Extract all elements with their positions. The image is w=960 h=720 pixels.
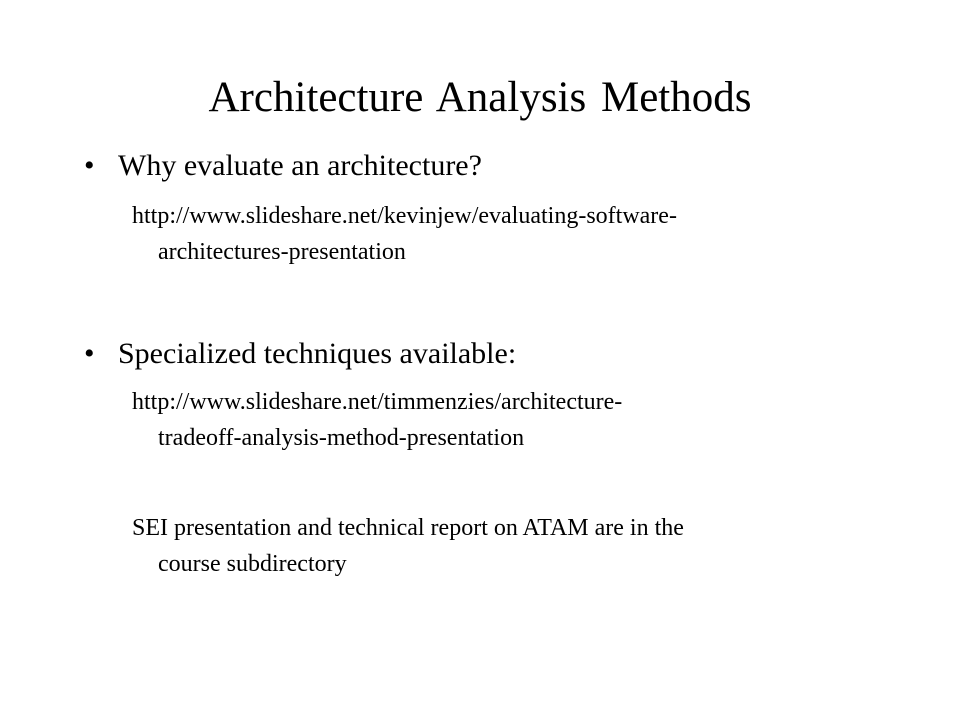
bullet-specialized-techniques (84, 336, 904, 372)
bullet-text: Specialized techniques available: (118, 337, 517, 370)
slide-title: Architecture Analysis Methods (208, 74, 752, 121)
sub-line-continued: course subdirectory (158, 551, 347, 577)
link-architecture-tradeoff-analysis[interactable] (132, 384, 912, 456)
sei-atam-note (132, 510, 912, 582)
bullet-dot: • (84, 337, 95, 370)
sub-line-continued: tradeoff-analysis-method-presentation (158, 425, 525, 451)
bullet-text: Why evaluate an architecture? (118, 149, 482, 182)
sub-line: http://www.slideshare.net/kevinjew/evaluating-software- (132, 203, 677, 229)
link-evaluating-software-architectures[interactable] (132, 198, 912, 270)
sub-line-continued: architectures-presentation (158, 239, 406, 265)
sub-line: SEI presentation and technical report on ATAM are in the (132, 515, 684, 541)
bullet-dot: • (84, 149, 95, 182)
bullet-why-evaluate (84, 148, 904, 184)
sub-line: http://www.slideshare.net/timmenzies/architecture- (132, 389, 623, 415)
